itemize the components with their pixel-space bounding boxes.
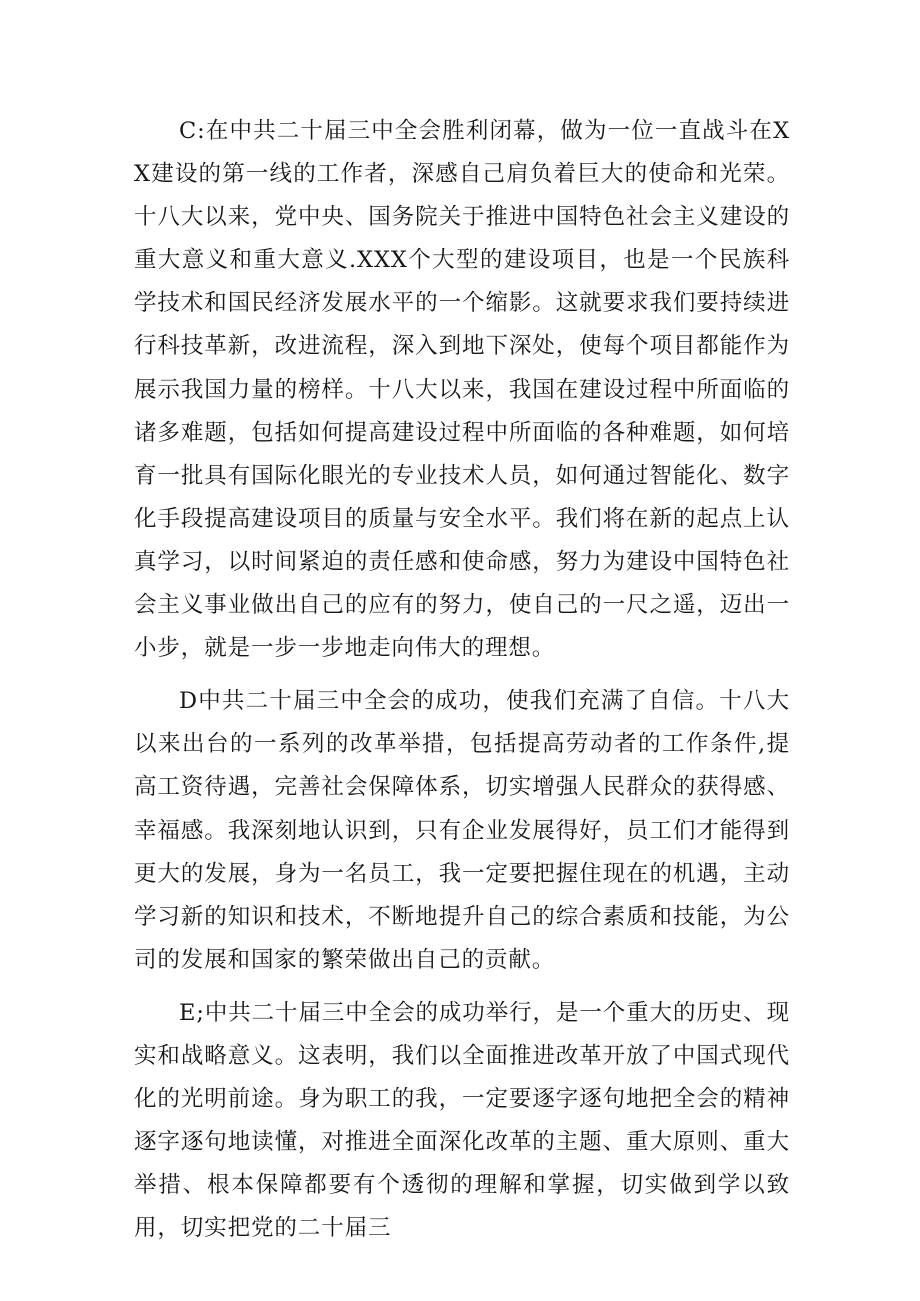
paragraph-d: D中共二十届三中全会的成功，使我们充满了自信。十八大以来出台的一系列的改革举措，包括提高劳动者的工作条件,提高工资待遇，完善社会保障体系，切实增强人民群众的获得感、幸福感。我深刻地认识到，只有企业发展得好，员工们才能得到更大的发展，身为一名员工，我一定要把握住现在的机遇，主动学习新的知识和技术，不断地提升自己的综合素质和技能，为公司的发展和国家的繁荣做出自己的贡献。	[134, 688, 790, 973]
paragraph-e: E;中共二十届三中全会的成功举行，是一个重大的历史、现实和战略意义。这表明，我们以全面推进改革开放了中国式现代化的光明前途。身为职工的我，一定要逐字逐句地把全会的精神逐字逐句地读懂，对推进全面深化改革的主题、重大原则、重大举措、根本保障都要有个透彻的理解和掌握，切实做到学以致用，切实把党的二十届三	[134, 999, 790, 1242]
paragraph-c: C:在中共二十届三中全会胜利闭幕，做为一位一直战斗在XX建设的第一线的工作者，深感自己肩负着巨大的使命和光荣。十八大以来，党中央、国务院关于推进中国特色社会主义建设的重大意义和重大意义.XXX个大型的建设项目，也是一个民族科学技术和国民经济发展水平的一个缩影。这就要求我们要持续进行科技革新，改进流程，深入到地下深处，使每个项目都能作为展示我国力量的榜样。十八大以来，我国在建设过程中所面临的诸多难题，包括如何提高建设过程中所面临的各种难题，如何培育一批具有国际化眼光的专业技术人员，如何通过智能化、数字化手段提高建设项目的质量与安全水平。我们将在新的起点上认真学习，以时间紧迫的责任感和使命感，努力为建设中国特色社会主义事业做出自己的应有的努力，使自己的一尺之遥，迈出一小步，就是一步一步地走向伟大的理想。	[134, 118, 790, 662]
document-body	[134, 110, 790, 1250]
